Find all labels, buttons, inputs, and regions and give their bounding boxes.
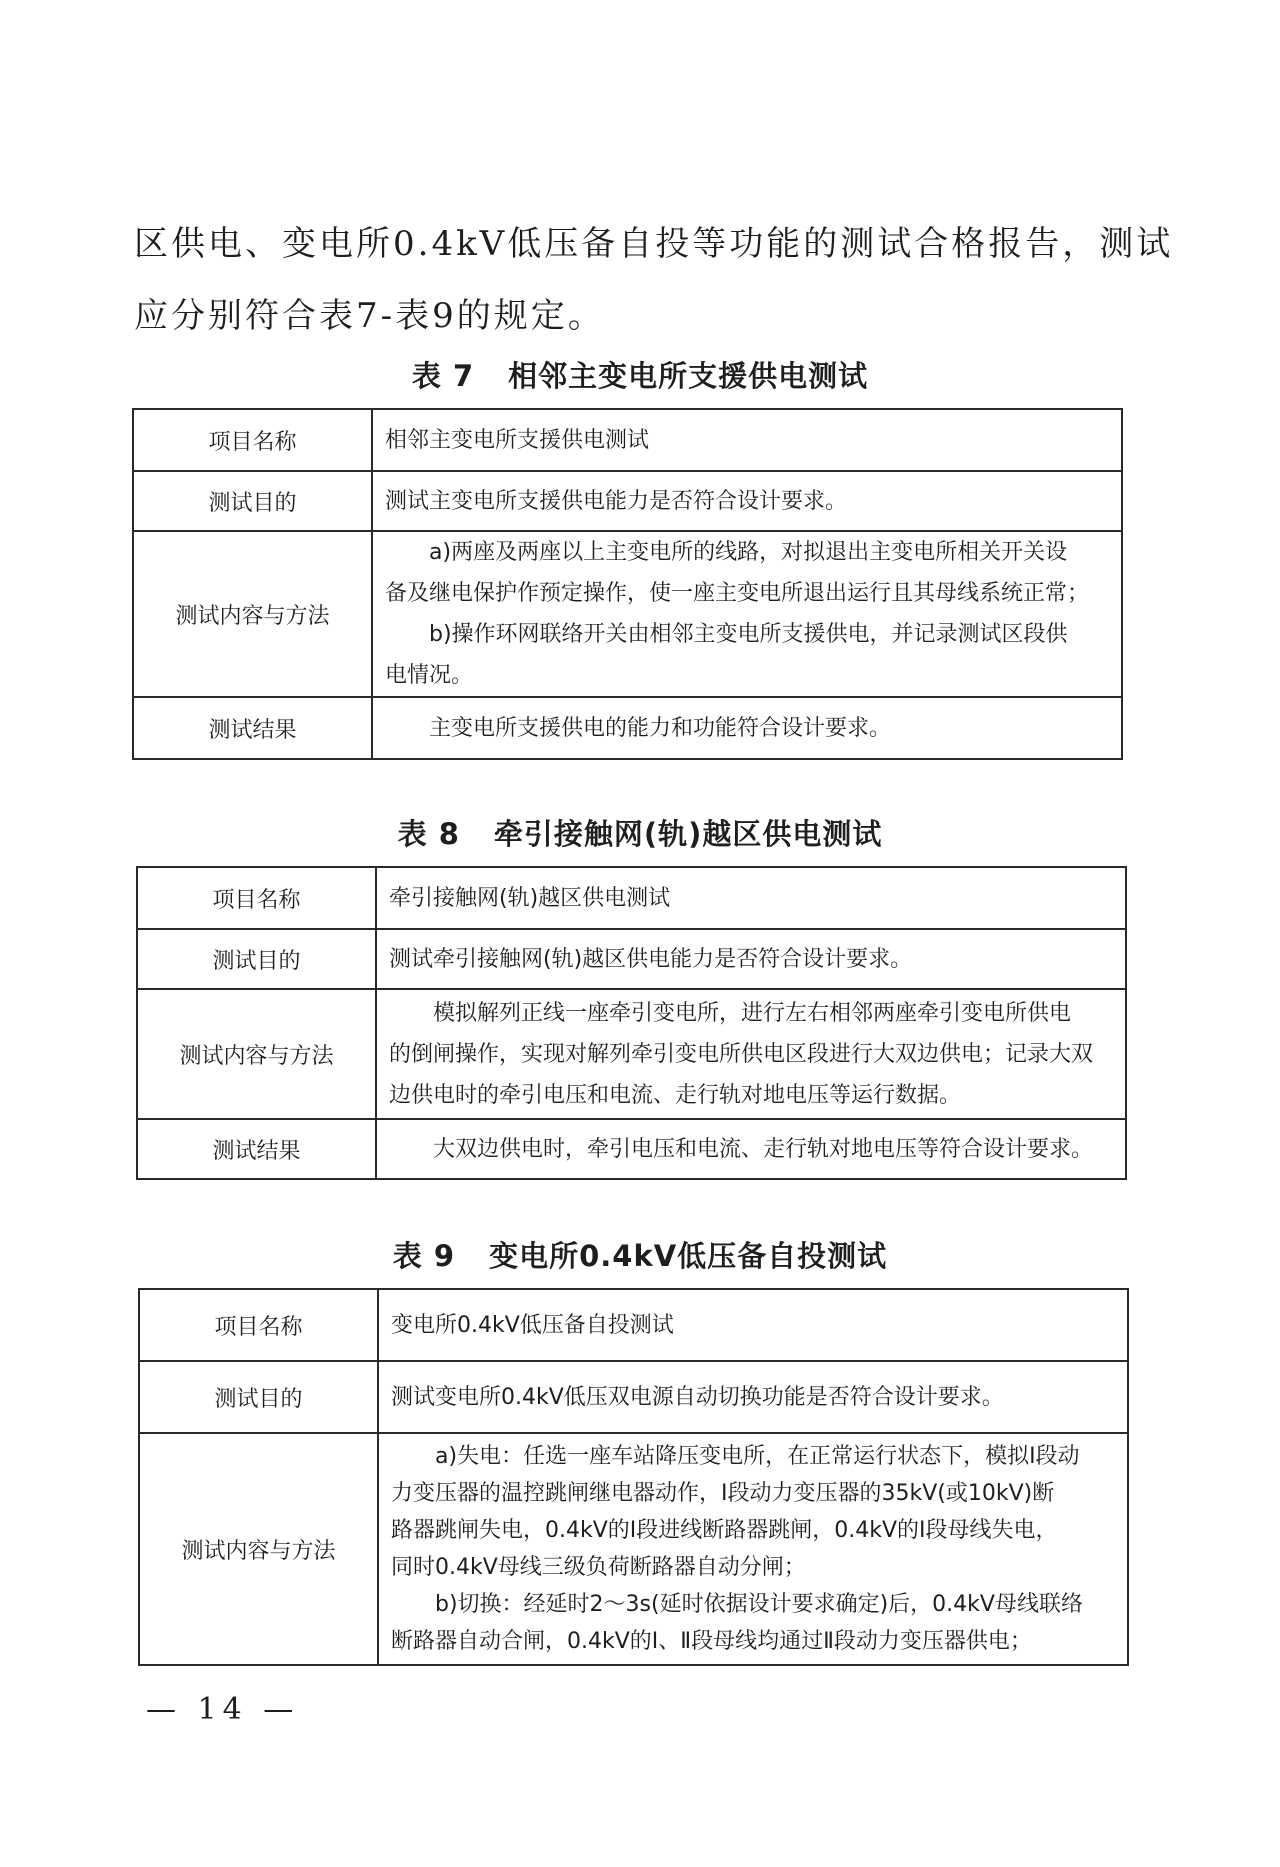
table7-method-line-3: [385, 614, 1109, 655]
table9-method-line-1: [391, 1438, 1115, 1475]
table8-value-method: [376, 989, 1126, 1119]
table-row: [139, 1361, 1128, 1433]
table9-value-purpose-text: 测试变电所0.4kV低压双电源自动切换功能是否符合设计要求。: [391, 1384, 1004, 1410]
table9-value-name-text: 变电所0.4kV低压备自投测试: [391, 1312, 674, 1338]
table7-caption-title: 相邻主变电所支援供电测试: [508, 359, 869, 393]
table7-value-result-text: 主变电所支援供电的能力和功能符合设计要求。: [429, 715, 892, 741]
table8-value-purpose-text: 测试牵引接触网(轨)越区供电能力是否符合设计要求。: [389, 946, 913, 972]
table-row: [133, 471, 1122, 531]
table9-method-line-4: 同时0.4kV母线三级负荷断路器自动分闸；: [391, 1555, 806, 1580]
page-number: — 14 —: [146, 1692, 300, 1727]
intro-line-1: 区供电、变电所0.4kV低压备自投等功能的测试合格报告，测试: [134, 224, 1174, 264]
table9-method-line-3: 路器跳闸失电，0.4kV的Ⅰ段进线断路器跳闸，0.4kV的Ⅰ段母线失电，: [391, 1518, 1058, 1543]
table-row: [133, 531, 1122, 697]
table7-label-purpose: 测试目的: [133, 471, 372, 531]
table8-value-name-text: 牵引接触网(轨)越区供电测试: [389, 885, 671, 911]
table-row: [137, 867, 1126, 929]
table7-value-method: [372, 531, 1122, 697]
table9-value-name: [378, 1289, 1128, 1361]
table7-caption-number: 表 7: [411, 359, 475, 393]
table-row: [133, 409, 1122, 471]
table9-label-purpose: 测试目的: [139, 1361, 378, 1433]
table7-method-line-4: 电情况。: [385, 663, 474, 688]
table9-method-line-1-text: a)失电：任选一座车站降压变电所，在正常运行状态下，模拟Ⅰ段动: [435, 1444, 1080, 1469]
table8: [136, 866, 1127, 1180]
table8-value-name: [376, 867, 1126, 929]
table7-value-name: [372, 409, 1122, 471]
table7-method-line-1: [385, 532, 1109, 573]
table9-value-method: [378, 1433, 1128, 1665]
table9-label-name: 项目名称: [139, 1289, 378, 1361]
table7-value-purpose-text: 测试主变电所支援供电能力是否符合设计要求。: [385, 488, 848, 514]
table9-label-method: 测试内容与方法: [139, 1433, 378, 1665]
table9-method-line-5-text: b)切换：经延时2～3s(延时依据设计要求确定)后，0.4kV母线联络: [435, 1592, 1083, 1617]
table7-label-name: 项目名称: [133, 409, 372, 471]
table8-caption: [0, 812, 1280, 853]
table-row: [137, 989, 1126, 1119]
table-row: [133, 697, 1122, 759]
table8-caption-number: 表 8: [397, 817, 460, 851]
table8-caption-title: 牵引接触网(轨)越区供电测试: [493, 817, 883, 851]
table7-value-purpose: [372, 471, 1122, 531]
table7-caption: [0, 354, 1280, 395]
table8-method-line-3: 边供电时的牵引电压和电流、走行轨对地电压等运行数据。: [389, 1082, 962, 1108]
table-row: [137, 929, 1126, 989]
table-row: [139, 1289, 1128, 1361]
table8-value-result: [376, 1119, 1126, 1179]
table7-label-method: 测试内容与方法: [133, 531, 372, 697]
table8-value-result-text: 大双边供电时，牵引电压和电流、走行轨对地电压等符合设计要求。: [433, 1136, 1094, 1162]
table9-method-line-2: 力变压器的温控跳闸继电器动作，Ⅰ段动力变压器的35kV(或10kV)断: [391, 1481, 1055, 1506]
table8-method-line-1: [389, 993, 1113, 1034]
table7-label-result: 测试结果: [133, 697, 372, 759]
table9: [138, 1288, 1129, 1666]
table9-caption-title: 变电所0.4kV低压备自投测试: [489, 1239, 888, 1273]
table8-label-purpose: 测试目的: [137, 929, 376, 989]
table7-value-name-text: 相邻主变电所支援供电测试: [385, 427, 650, 453]
intro-paragraph: [134, 208, 1174, 352]
table7: [132, 408, 1123, 760]
table7-method-line-2: 备及继电保护作预定操作，使一座主变电所退出运行且其母线系统正常；: [385, 581, 1090, 606]
table-row: [137, 1119, 1126, 1179]
table8-label-result: 测试结果: [137, 1119, 376, 1179]
table9-method-line-6: 断路器自动合闸，0.4kV的Ⅰ、Ⅱ段母线均通过Ⅱ段动力变压器供电；: [391, 1629, 1032, 1654]
table8-method-line-1-text: 模拟解列正线一座牵引变电所，进行左右相邻两座牵引变电所供电: [433, 1000, 1072, 1026]
table9-value-purpose: [378, 1361, 1128, 1433]
table7-method-line-3-text: b)操作环网联络开关由相邻主变电所支援供电，并记录测试区段供: [429, 622, 1068, 647]
table9-caption-number: 表 9: [392, 1239, 456, 1273]
table7-value-result: [372, 697, 1122, 759]
table9-method-line-5: [391, 1586, 1115, 1623]
table-row: [139, 1433, 1128, 1665]
intro-line-2: 应分别符合表7-表9的规定。: [134, 296, 605, 336]
table8-value-purpose: [376, 929, 1126, 989]
table8-label-name: 项目名称: [137, 867, 376, 929]
table8-label-method: 测试内容与方法: [137, 989, 376, 1119]
table7-method-line-1-text: a)两座及两座以上主变电所的线路，对拟退出主变电所相关开关设: [429, 540, 1068, 565]
table9-caption: [0, 1234, 1280, 1275]
table8-method-line-2: 的倒闸操作，实现对解列牵引变电所供电区段进行大双边供电；记录大双: [389, 1041, 1094, 1067]
